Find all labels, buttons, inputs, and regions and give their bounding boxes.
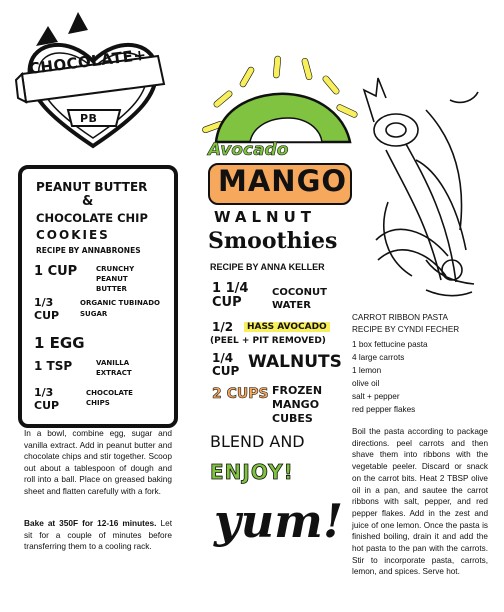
smoothie-enjoy-text: ENJOY! — [210, 460, 294, 484]
smoothie-ingredient-qty: 2 CUPS — [212, 386, 269, 402]
pasta-ingredient: 1 box fettucine pasta — [352, 340, 428, 349]
smoothie-ingredient-item: WALNUTS — [248, 352, 342, 372]
smoothie-title-walnut: WALNUT — [214, 208, 317, 226]
smoothie-yum-text: yum! — [214, 494, 344, 548]
cookie-ingredient-qty: 1/3 CUP — [34, 296, 60, 322]
cookie-directions: In a bowl, combine egg, sugar and vanilla extract. Add in peanut butter and chocolate chips and stir together. Scoop out about a tablespoon of dough and roll into a ball. Place on greased baking sheet and flatten carefully with a fork. — [24, 428, 172, 496]
cookie-ingredient-qty: 1 TSP — [34, 359, 73, 373]
pasta-ingredient: salt + pepper — [352, 392, 400, 401]
smoothie-credit: RECIPE BY ANNA KELLER — [210, 262, 325, 272]
heart-illustration — [8, 6, 178, 156]
cookie-title-line1: PEANUT BUTTER — [36, 180, 148, 194]
smoothie-ingredient-item: FROZEN MANGO CUBES — [272, 384, 323, 425]
smoothie-ingredient-qty: 1/4 CUP — [212, 351, 240, 378]
smoothie-ingredient-qty: 1 1/4 CUP — [212, 281, 249, 310]
cookie-bake-rest: Let sit for a couple of minutes before transferring them to a cooling rack. — [24, 518, 173, 552]
cookie-ingredient-qty: 1 CUP — [34, 264, 78, 279]
pasta-ingredient: red pepper flakes — [352, 405, 416, 414]
pasta-directions: Boil the pasta according to package directions. peel carrots and then shave them into ribbons with the vegetable peeler. Discard or snack on the carrot bits. Heat 2 TBSP olive oil in a pan, and sautee the carrot ribbons with salt, pepper, and red pepper flakes. Add in the zest and juice of one lemon. Once the pasta is finished boiling, drain it and add the hot pasta to the pan with the carrots. Stir to incorporate pasta, carrots, lemon, and spices. Serve hot. — [352, 427, 488, 577]
smoothie-blend-text: BLEND AND — [210, 432, 305, 451]
smoothie-ingredient-item: COCONUT WATER — [272, 287, 327, 311]
cookie-ingredient-item: ORGANIC TUBINADO SUGAR — [80, 299, 160, 318]
cookie-ingredient-item: CHOCOLATE CHIPS — [86, 389, 133, 407]
cookie-bake-instructions — [24, 518, 172, 553]
smoothie-title-avocado: Avocado — [208, 140, 289, 160]
pasta-title: CARROT RIBBON PASTA — [352, 313, 448, 322]
pasta-ingredient: olive oil — [352, 379, 380, 388]
cookie-bake-bold: Bake at 350F for 12-16 minutes. — [24, 518, 157, 528]
avocado-sun-illustration — [198, 54, 368, 149]
cookie-ingredient-qty: 1/3 CUP — [34, 386, 60, 412]
cookie-title-line3: COOKIES — [36, 228, 110, 242]
smoothie-title-smoothies: Smoothies — [208, 228, 338, 254]
cookie-ingredient-item: VANILLA EXTRACT — [96, 359, 132, 377]
smoothie-ingredient-qty: 1/2 — [212, 320, 234, 334]
cookie-title-line2: CHOCOLATE CHIP — [36, 211, 148, 225]
pasta-ingredient: 4 large carrots — [352, 353, 405, 362]
heart-sub-text: PB — [80, 112, 98, 125]
pasta-credit: RECIPE BY CYNDI FECHER — [352, 325, 460, 334]
carrot-pasta-illustration — [356, 70, 486, 310]
smoothie-title-mango: MANGO — [218, 164, 348, 198]
smoothie-ingredient-note: (PEEL + PIT REMOVED) — [210, 336, 326, 346]
cookie-ingredient-item: CRUNCHY PEANUT BUTTER — [96, 265, 135, 293]
cookie-credit: RECIPE BY ANNABRONES — [36, 246, 141, 255]
pasta-ingredient: 1 lemon — [352, 366, 382, 375]
cookie-title-amp: & — [82, 194, 94, 209]
heart-banner-text: CHOCOLATE+ — [28, 45, 148, 78]
smoothie-ingredient-item: HASS AVOCADO — [244, 322, 330, 332]
cookie-ingredient-qty: 1 EGG — [34, 334, 85, 352]
